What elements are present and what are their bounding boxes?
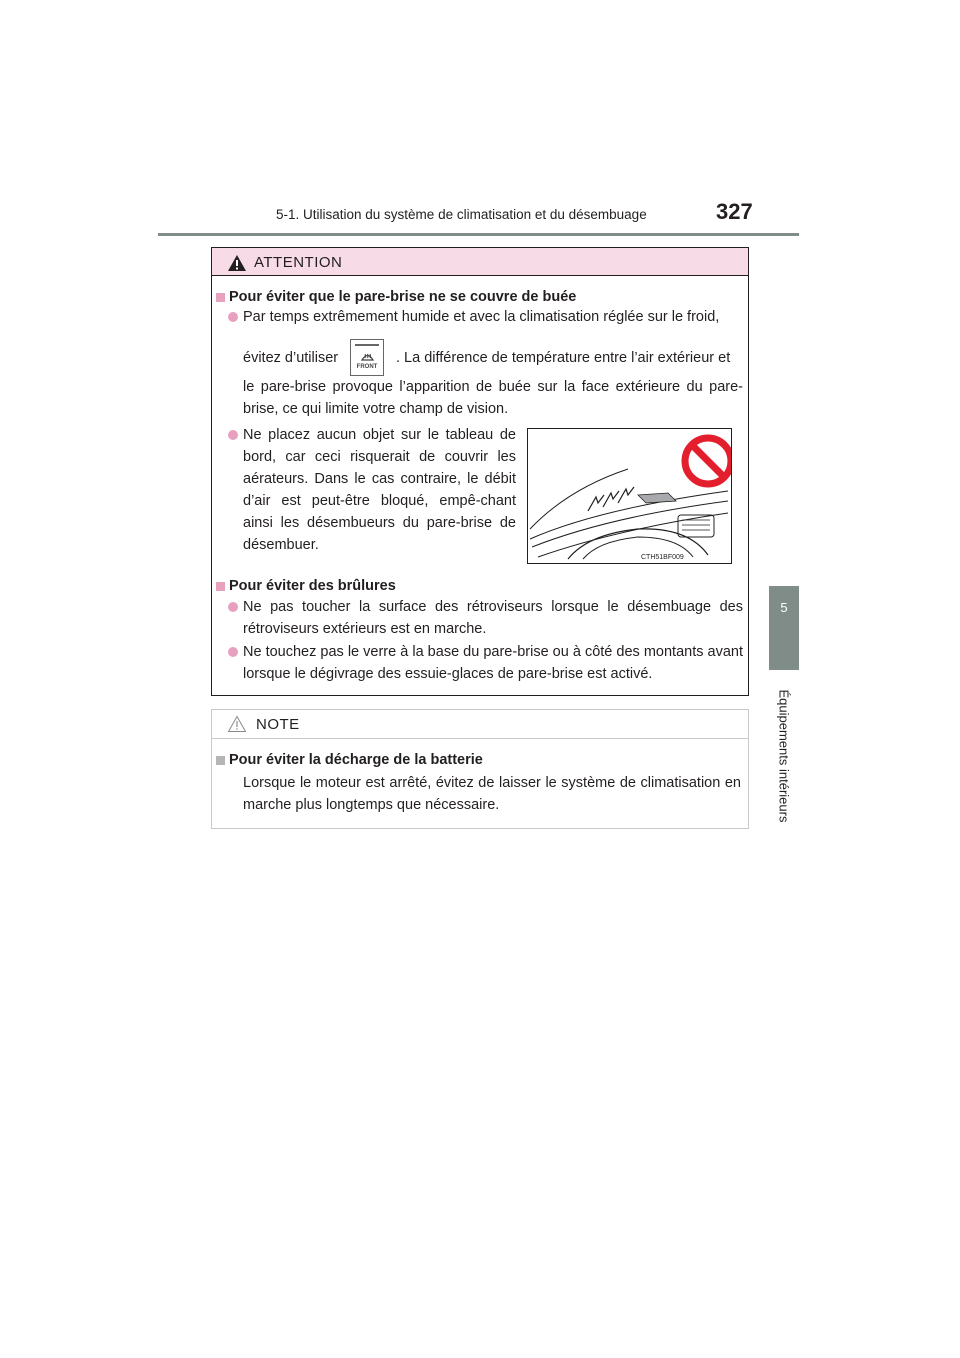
front-button-label: FRONT <box>356 364 378 370</box>
front-defroster-button <box>350 339 384 376</box>
section-marker <box>216 756 225 765</box>
bullet2-text: Ne placez aucun objet sur le tableau de bord, car ceci risquerait de couvrir les aérateurs. Dans le cas contraire, le débit d’air est peut-être bloqué, empê-chant ainsi les désembueurs du pare-brise de désembuer. <box>243 427 516 553</box>
note-heading: Pour éviter la décharge de la batterie <box>229 752 483 768</box>
chapter-label <box>771 683 797 829</box>
bullet1-line1: Par temps extrêmement humide et avec la climatisation réglée sur le froid, <box>243 309 720 325</box>
front-defroster-icon <box>360 350 375 362</box>
bullet4-text: Ne touchez pas le verre à la base du pare-brise ou à côté des montants avant lorsque le dégivrage des essuie-glaces de pare-brise est activé. <box>243 644 743 682</box>
bullet1-rest: le pare-brise provoque l’apparition de buée sur la face extérieure du pare-brise, ce qui limite votre champ de vision. <box>243 379 743 417</box>
section-title: 5-1. Utilisation du système de climatisation et du désembuage <box>276 207 647 222</box>
bullet1-before-button: évitez d’utiliser <box>243 350 339 366</box>
note-header <box>212 710 748 739</box>
note-label: NOTE <box>256 716 300 733</box>
warning-triangle-icon <box>227 254 247 272</box>
prohibition-icon <box>685 438 731 484</box>
attention-header <box>212 248 748 276</box>
section2-heading: Pour éviter des brûlures <box>229 578 396 594</box>
dashboard-figure <box>527 428 732 564</box>
warning-triangle-outline-icon <box>227 715 247 733</box>
chapter-tab <box>769 586 799 670</box>
chapter-label-text: Équipements intérieurs <box>776 689 792 823</box>
dashboard-illustration <box>528 429 731 563</box>
chapter-number: 5 <box>780 600 788 615</box>
section-marker <box>216 293 225 302</box>
page-number: 327 <box>716 199 753 224</box>
section1-heading: Pour éviter que le pare-brise ne se couvre de buée <box>229 289 577 305</box>
attention-label: ATTENTION <box>254 254 343 271</box>
bullet-dot <box>228 430 238 440</box>
bullet1-after-button: . La différence de température entre l’air extérieur et <box>396 350 731 366</box>
bullet-dot <box>228 602 238 612</box>
note-text: Lorsque le moteur est arrêté, évitez de laisser le système de climatisation en marche plus longtemps que nécessaire. <box>243 775 741 813</box>
bullet-dot <box>228 312 238 322</box>
bullet-dot <box>228 647 238 657</box>
section-marker <box>216 582 225 591</box>
bullet3-text: Ne pas toucher la surface des rétroviseurs lorsque le désembuage des rétroviseurs extérieurs est en marche. <box>243 599 743 637</box>
figure-caption: CTH51BF009 <box>641 554 684 561</box>
header-rule <box>158 233 799 236</box>
